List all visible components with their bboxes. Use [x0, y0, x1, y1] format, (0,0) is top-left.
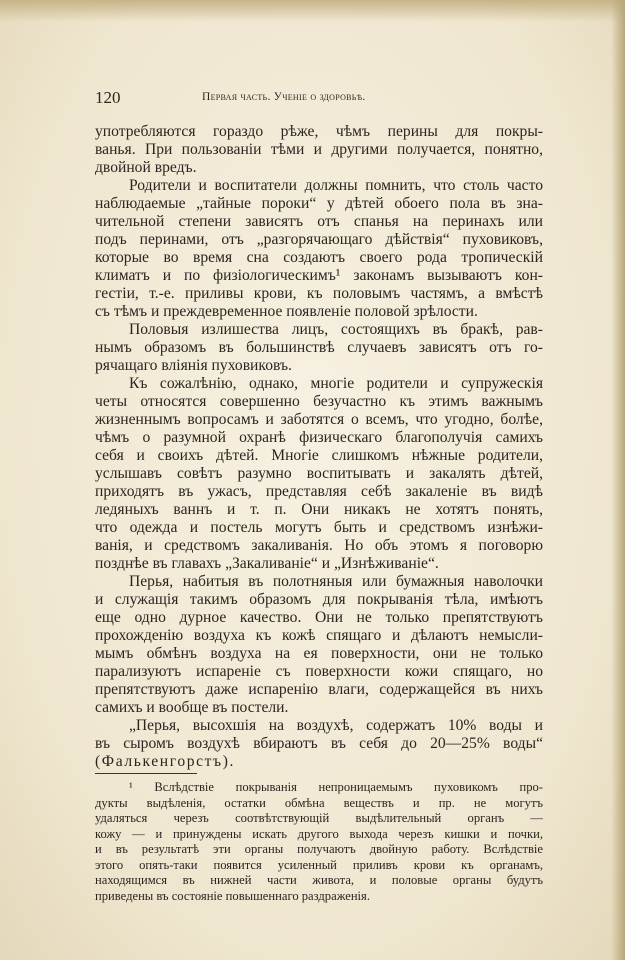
- footnote-rule: [95, 773, 197, 774]
- footnote-line: ¹ Вслѣдствіе покрыванія непроницаемымъ пуховикомъ про-: [129, 780, 543, 794]
- page-top-shadow: [0, 0, 625, 22]
- text-line: употребляются гораздо рѣже, чѣмъ перины для покры-: [95, 123, 543, 140]
- text-line: наблюдаемые „тайные пороки“ у дѣтей обоего пола въ зна-: [95, 195, 543, 212]
- text-line: позднѣе въ главахъ „Закаливаніе“ и „Изнѣживаніе“.: [95, 555, 439, 572]
- text-line: что одежда и постель могутъ быть и средствомъ изнѣжи-: [95, 519, 543, 536]
- footnote-line: дукты выдѣленія, остатки обмѣна веществъ и пр. не могутъ: [95, 795, 543, 810]
- text-line: Родители и воспитатели должны помнить, что столь часто: [129, 177, 543, 194]
- text-line: мымъ обмѣнъ воздуха на ея поверхности, они не только: [95, 645, 543, 662]
- text-line: препятствуютъ даже испаренію влаги, содержащейся въ нихъ: [95, 681, 543, 698]
- text-line: климатъ и по физіологическимъ¹ законамъ вызываютъ кон-: [95, 267, 543, 284]
- text-line: себя и своихъ дѣтей. Многіе слишкомъ нѣжные родители,: [95, 447, 543, 464]
- text-line: ванья. При пользованіи тѣми и другими получается, понятно,: [95, 141, 543, 158]
- text-line: самихъ и вообще въ постели.: [95, 699, 289, 716]
- text-line: прохожденію воздуха къ кожѣ спящаго и дѣлаютъ немысли-: [95, 627, 543, 644]
- text-line: съ тѣмъ и преждевременное появленіе половой зрѣлости.: [95, 303, 478, 320]
- page-right-shadow: [611, 0, 625, 960]
- footnote-line: находящимся въ нижней части живота, и половые органы будутъ: [95, 873, 543, 887]
- footnote-line: кожу — и принуждены искать другого выхода черезъ кишки и почки,: [95, 826, 543, 841]
- footnote-line: и въ результатѣ эти органы получаютъ двойную работу. Вслѣдствіе: [95, 842, 543, 856]
- text-line: парализуютъ испареніе съ поверхности кожи спящаго, но: [95, 663, 543, 680]
- text-line: Къ сожалѣнію, однако, многіе родители и супружескія: [129, 375, 543, 392]
- text-line: гестіи, т.-е. приливы крови, къ половымъ частямъ, а вмѣстѣ: [95, 285, 543, 302]
- text-line: ванія, и средствомъ закаливанія. Но объ этомъ я поговорю: [95, 537, 543, 554]
- text-line: рячащаго вліянія пуховиковъ.: [95, 357, 292, 374]
- text-line: подъ перинами, отъ „разгорячающаго дѣйствія“ пуховиковъ,: [95, 231, 543, 248]
- text-line: чительной степени зависятъ отъ спанья на перинахъ или: [95, 213, 543, 230]
- footnote: [95, 780, 543, 904]
- text-line: жизненнымъ вопросамъ и заботятся о всемъ, что угодно, болѣе,: [95, 411, 543, 428]
- text-line: нымъ образомъ въ большинствѣ случаевъ зависятъ отъ го-: [95, 339, 543, 356]
- text-line: Половыя излишества лицъ, состоящихъ въ бракѣ, рав-: [129, 321, 543, 338]
- text-line: ледяныхъ ваннъ и т. п. Они никакъ не хотятъ понять,: [95, 501, 543, 518]
- text-line: (Фалькенгорстъ).: [95, 753, 236, 770]
- text-line: приходятъ въ ужасъ, представляя себѣ закаленіе въ видѣ: [95, 483, 543, 500]
- text-line: Перья, набитыя въ полотняныя или бумажныя наволочки: [129, 573, 543, 590]
- text-line: двойной вредъ.: [95, 159, 197, 176]
- running-head: Первая часть. Ученіе о здоровьѣ.: [202, 91, 366, 103]
- footnote-line: удаляться черезъ соотвѣтствующій выдѣлительный органъ —: [95, 811, 543, 825]
- text-line: „Перья, высохшія на воздухѣ, содержатъ 10% воды и: [129, 717, 543, 734]
- text-line: чѣмъ о разумной охранѣ физическаго благополучія самихъ: [95, 429, 543, 446]
- text-line: четы относятся совершенно безучастно къ этимъ важнымъ: [95, 393, 543, 410]
- footnote-line: этого опять-таки появится усиленный приливъ крови къ органамъ,: [95, 857, 543, 872]
- main-text: [95, 123, 543, 904]
- page-header: [95, 88, 543, 112]
- text-line: въ сыромъ воздухѣ вбираютъ въ себя до 20—25% воды“: [95, 735, 543, 752]
- text-line: и служащія такимъ образомъ для покрыванія тѣла, имѣютъ: [95, 591, 543, 608]
- text-line: услышавъ совѣтъ разумно воспитывать и закалять дѣтей,: [95, 465, 543, 482]
- footnote-line: приведены въ состояніе повышеннаго раздраженія.: [95, 888, 370, 903]
- page-number: 120: [95, 88, 121, 107]
- text-line: еще одно дурное качество. Они не только препятствуютъ: [95, 609, 543, 626]
- text-line: которые во время сна создаютъ своего рода тропическій: [95, 249, 543, 266]
